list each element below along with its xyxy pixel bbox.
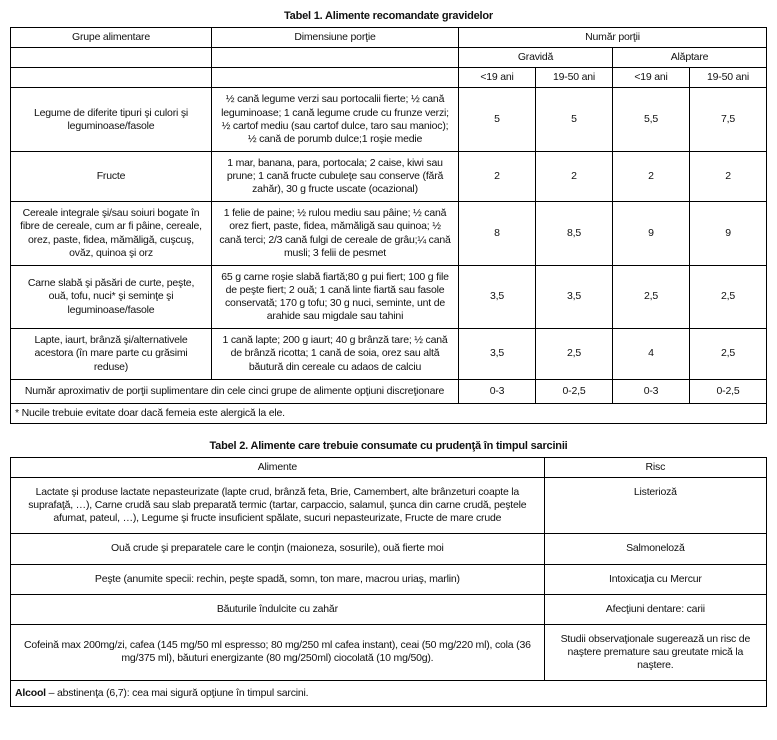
table-row <box>11 151 767 201</box>
portion-cell: ½ cană legume verzi sau portocalii fierte; ½ cană leguminoase; 1 cană legume crude cu frunze verzi; ½ cartof mediu (sau cartof dulce, taro sau manioc); ½ cană de porumb dulce;1 roşie medie <box>212 88 459 152</box>
table-row <box>11 624 767 680</box>
value-cell: 9 <box>690 202 767 266</box>
empty-cell <box>212 48 459 68</box>
value-cell: 2,5 <box>690 329 767 379</box>
table-row <box>11 564 767 594</box>
portion-cell: 1 cană lapte; 200 g iaurt; 40 g brânză tare; ½ cană de brânză ricotta; 1 cană de soia, orez sau altă băutură din cereale cu adaos de calciu <box>212 329 459 379</box>
header-alimente: Alimente <box>11 457 545 477</box>
portion-cell: 65 g carne roşie slabă fiartă;80 g pui fiert; 100 g file de peşte fiert; 2 ouă; 1 cană linte fiartă sau fasole conservată; 170 g tofu; 30 g nuci, seminte, unt de arahide sau migdale sau tahini <box>212 265 459 329</box>
header-dimensiune-portie: Dimensiune porţie <box>212 28 459 48</box>
group-cell: Cereale integrale şi/sau soiuri bogate în fibre de cereale, cum ar fi pâine, cereale, orez, paste, fidea, mămăligă, cuşcuş, ovăz, quinoa şi orz <box>11 202 212 266</box>
food-cell: Peşte (anumite specii: rechin, peşte spadă, somn, ton mare, macrou uriaş, marlin) <box>11 564 545 594</box>
value-cell: 2,5 <box>613 265 690 329</box>
footnote-cell: * Nucile trebuie evitate doar dacă femeia este alergică la ele. <box>11 403 767 423</box>
portion-cell: 1 felie de paine; ½ rulou mediu sau pâine; ½ cană orez fiert, paste, fidea, mămăligă sau quinoa; ½ cană terci; 2/3 cană fulgi de cereale de grâu;¼ cană musli; 3 felii de pesmet <box>212 202 459 266</box>
header-numar-portii: Număr porţii <box>459 28 767 48</box>
value-cell: 5 <box>536 88 613 152</box>
value-cell: 5 <box>459 88 536 152</box>
value-cell: 2 <box>536 151 613 201</box>
value-cell: 4 <box>613 329 690 379</box>
age-header-cell: <19 ani <box>459 68 536 88</box>
portion-cell: 1 mar, banana, para, portocala; 2 caise, kiwi sau prune; 1 cană fructe cubuleţe sau conserve (fără zahăr), 30 g fructe uscate (ocazional) <box>212 151 459 201</box>
group-cell: Carne slabă şi păsări de curte, peşte, ouă, tofu, nuci* şi seminţe şi leguminoase/fasole <box>11 265 212 329</box>
value-cell: 2,5 <box>690 265 767 329</box>
value-cell: 0-2,5 <box>536 379 613 403</box>
value-cell: 2 <box>690 151 767 201</box>
age-header-cell: 19-50 ani <box>536 68 613 88</box>
empty-cell <box>11 48 212 68</box>
table2 <box>10 457 767 707</box>
risk-cell: Listerioză <box>544 478 766 534</box>
table-row <box>11 202 767 266</box>
table-row <box>11 534 767 564</box>
table2-header-row <box>11 457 767 477</box>
table-gap <box>10 424 767 436</box>
risk-cell: Studii observaţionale sugerează un risc de naştere premature sau greutate mică la naştere. <box>544 624 766 680</box>
food-cell: Cofeină max 200mg/zi, cafea (145 mg/50 ml espresso; 80 mg/250 ml cafea instant), ceai (50 mg/220 ml), cola (36 mg/375 ml), băuturi energizante (80 mg/250ml) ciocolată (10 mg/50g). <box>11 624 545 680</box>
summary-label-cell: Număr aproximativ de porţii suplimentare din cele cinci grupe de alimente opţiuni discreţionare <box>11 379 459 403</box>
header-risc: Risc <box>544 457 766 477</box>
value-cell: 9 <box>613 202 690 266</box>
value-cell: 5,5 <box>613 88 690 152</box>
age-header-cell: 19-50 ani <box>690 68 767 88</box>
risk-cell: Salmoneloză <box>544 534 766 564</box>
age-header-cell: <19 ani <box>613 68 690 88</box>
value-cell: 3,5 <box>459 329 536 379</box>
header-grupe-alimentare: Grupe alimentare <box>11 28 212 48</box>
alcohol-text: – abstinenţa (6,7): cea mai sigură opţiune în timpul sarcini. <box>45 687 309 700</box>
value-cell: 8 <box>459 202 536 266</box>
alcohol-note-cell <box>11 681 767 707</box>
header-gravida: Gravidă <box>459 48 613 68</box>
table-row <box>11 478 767 534</box>
value-cell: 7,5 <box>690 88 767 152</box>
footnote-row <box>11 403 767 423</box>
summary-row <box>11 379 767 403</box>
alcohol-note-row <box>11 681 767 707</box>
value-cell: 0-3 <box>459 379 536 403</box>
food-cell: Lactate şi produse lactate nepasteurizate (lapte crud, brânză feta, Brie, Camembert, alte brânzeturi coapte la suprafaţă, …), Carne crudă sau slab preparată termic (tartar, carpaccio, salamul, şunca din carne crudă, peştele afumat, pateul, …), Legume şi fructe insuficient spălate, sucuri nepasteurizate, Fructe de mare crude <box>11 478 545 534</box>
table1-header-row-2 <box>11 48 767 68</box>
table1-title: Tabel 1. Alimente recomandate gravidelor <box>283 10 493 22</box>
table-row <box>11 88 767 152</box>
value-cell: 2,5 <box>536 329 613 379</box>
table1-header-row-3 <box>11 68 767 88</box>
value-cell: 0-3 <box>613 379 690 403</box>
table-row <box>11 265 767 329</box>
food-cell: Băuturile îndulcite cu zahăr <box>11 594 545 624</box>
group-cell: Legume de diferite tipuri şi culori şi leguminoase/fasole <box>11 88 212 152</box>
value-cell: 8,5 <box>536 202 613 266</box>
table1 <box>10 27 767 424</box>
table2-title: Tabel 2. Alimente care trebuie consumate cu prudenţă în timpul sarcinii <box>209 439 568 452</box>
value-cell: 0-2,5 <box>690 379 767 403</box>
risk-cell: Afecţiuni dentare: carii <box>544 594 766 624</box>
value-cell: 3,5 <box>536 265 613 329</box>
risk-cell: Intoxicaţia cu Mercur <box>544 564 766 594</box>
group-cell: Lapte, iaurt, brânză şi/alternativele acestora (în mare parte cu grăsimi reduse) <box>11 329 212 379</box>
value-cell: 3,5 <box>459 265 536 329</box>
table-row <box>11 329 767 379</box>
table1-header-row-1 <box>11 28 767 48</box>
empty-cell <box>212 68 459 88</box>
food-cell: Ouă crude şi preparatele care le conţin (maioneza, sosurile), ouă fierte moi <box>11 534 545 564</box>
empty-cell <box>11 68 212 88</box>
header-alaptare: Alăptare <box>613 48 767 68</box>
value-cell: 2 <box>459 151 536 201</box>
group-cell: Fructe <box>11 151 212 201</box>
value-cell: 2 <box>613 151 690 201</box>
table-row <box>11 594 767 624</box>
alcohol-label: Alcool <box>15 687 46 700</box>
